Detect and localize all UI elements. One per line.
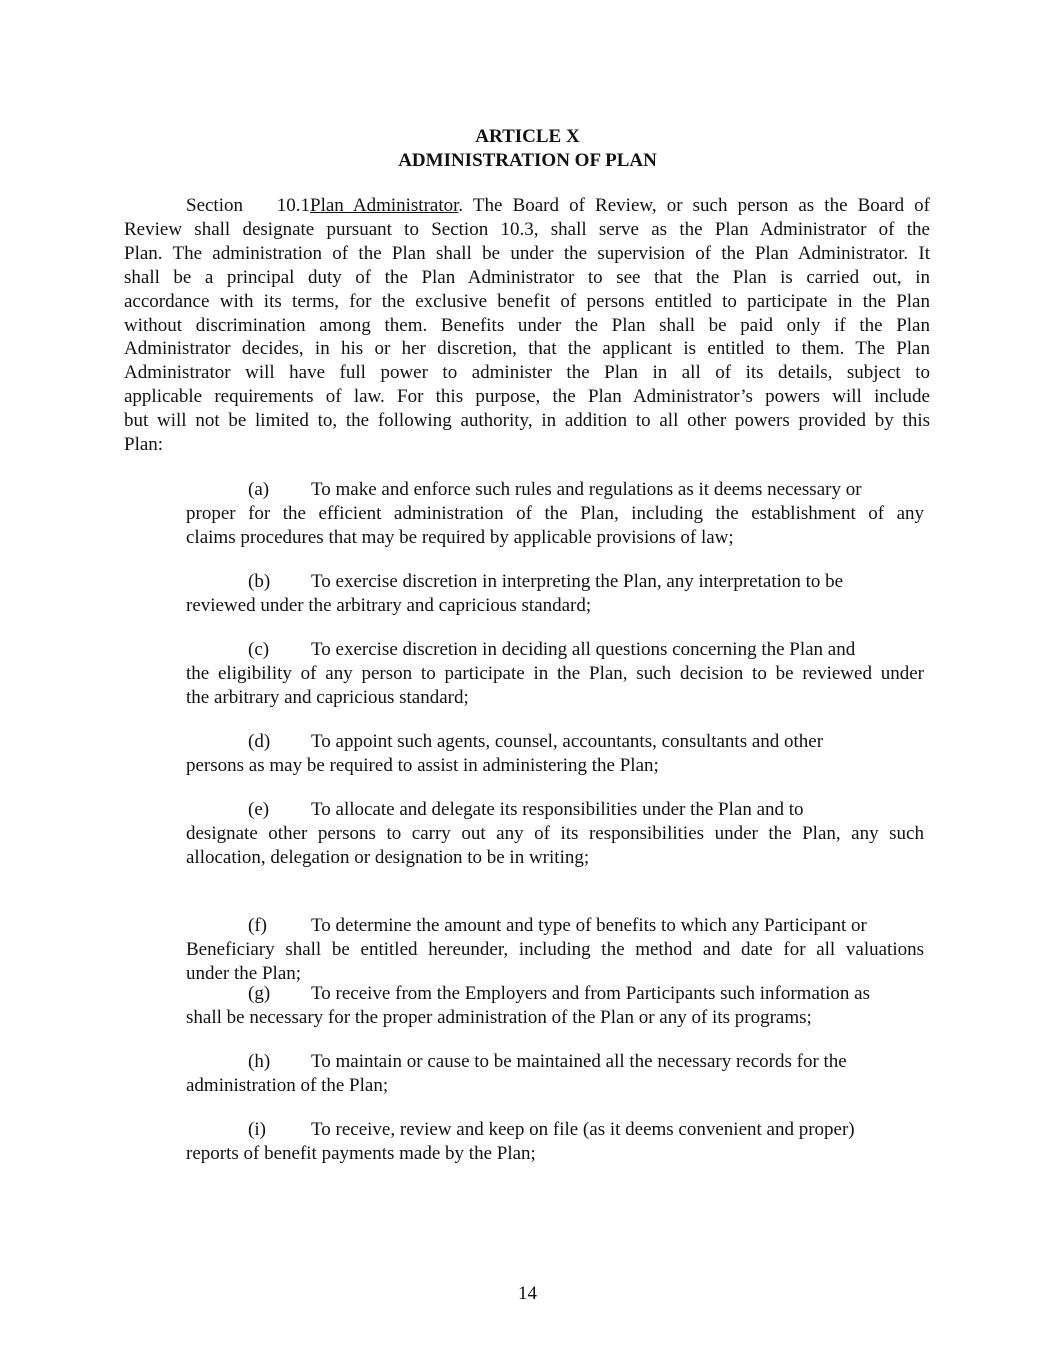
item-label: (g) <box>248 983 271 1004</box>
item-text: To exercise discretion in interpreting the Plan, any interpretation to be <box>311 571 844 592</box>
item-text: To determine the amount and type of benefits to which any Participant or <box>311 915 867 936</box>
item-first-line <box>186 570 924 594</box>
paragraph-text: . The Board of Review, or such person as the Board of <box>458 195 931 216</box>
authority-item <box>186 478 924 550</box>
item-line: shall be necessary for the proper administration of the Plan or any of its programs; <box>186 1006 812 1028</box>
item-text: To receive, review and keep on file (as it deems convenient and proper) <box>311 1119 855 1140</box>
item-first-line <box>186 478 924 502</box>
item-line: the arbitrary and capricious standard; <box>186 686 469 708</box>
item-label: (e) <box>248 799 270 820</box>
article-title: ARTICLE X <box>475 126 580 147</box>
item-text: To appoint such agents, counsel, accountants, consultants and other <box>311 731 824 752</box>
item-first-line <box>186 1050 924 1074</box>
authority-item <box>186 798 924 870</box>
paragraph-line: without discrimination among them. Benefits under the Plan shall be paid only if the Plan <box>124 314 930 336</box>
paragraph-line: Review shall designate pursuant to Section 10.3, shall serve as the Plan Administrator of the <box>124 218 930 240</box>
item-first-line <box>186 798 924 822</box>
paragraph-line <box>124 194 930 218</box>
item-line: the eligibility of any person to participate in the Plan, such decision to be reviewed under <box>186 662 924 684</box>
authority-item <box>186 638 924 710</box>
item-label: (c) <box>248 639 270 660</box>
authority-item <box>186 570 924 618</box>
item-line: reports of benefit payments made by the Plan; <box>186 1142 536 1164</box>
item-label: (i) <box>248 1119 266 1140</box>
item-label: (h) <box>248 1051 271 1072</box>
page-number: 14 <box>518 1283 537 1304</box>
item-line: allocation, delegation or designation to be in writing; <box>186 846 590 868</box>
item-text: To allocate and delegate its responsibilities under the Plan and to <box>311 799 804 820</box>
paragraph-line: Plan: <box>124 434 164 456</box>
item-first-line <box>186 730 924 754</box>
item-first-line <box>186 638 924 662</box>
item-line: reviewed under the arbitrary and capricious standard; <box>186 594 592 616</box>
paragraph-line: but will not be limited to, the following authority, in addition to all other powers provided by this <box>124 410 930 432</box>
item-line: claims procedures that may be required by applicable provisions of law; <box>186 526 734 548</box>
item-label: (b) <box>248 571 271 592</box>
item-text: To maintain or cause to be maintained all the necessary records for the <box>311 1051 847 1072</box>
authority-item <box>186 1050 924 1098</box>
authority-item <box>186 982 924 1030</box>
authority-item <box>186 730 924 778</box>
item-line: proper for the efficient administration of the Plan, including the establishment of any <box>186 502 924 524</box>
item-first-line <box>186 1118 924 1142</box>
item-text: To exercise discretion in deciding all questions concerning the Plan and <box>311 639 856 660</box>
item-line: persons as may be required to assist in administering the Plan; <box>186 754 659 776</box>
section-10-1-paragraph <box>124 194 930 457</box>
item-first-line <box>186 914 924 938</box>
item-label: (d) <box>248 731 271 752</box>
item-line: under the Plan; <box>186 962 302 984</box>
section-title: Plan Administrator <box>310 195 459 216</box>
paragraph-line: accordance with its terms, for the exclusive benefit of persons entitled to participate in the Plan <box>124 290 930 312</box>
paragraph-line: Plan. The administration of the Plan shall be under the supervision of the Plan Administrator. It <box>124 242 930 264</box>
paragraph-line: Administrator will have full power to administer the Plan in all of its details, subject to <box>124 362 930 384</box>
item-label: (a) <box>248 479 270 500</box>
section-number: Section 10.1 <box>186 195 310 216</box>
paragraph-line: shall be a principal duty of the Plan Administrator to see that the Plan is carried out, in <box>124 266 930 288</box>
item-text: To receive from the Employers and from Participants such information as <box>311 983 871 1004</box>
paragraph-line: Administrator decides, in his or her discretion, that the applicant is entitled to them. The Plan <box>124 338 930 360</box>
item-line: designate other persons to carry out any of its responsibilities under the Plan, any such <box>186 822 924 844</box>
authority-item <box>186 1118 924 1166</box>
paragraph-line: applicable requirements of law. For this purpose, the Plan Administrator’s powers will include <box>124 386 930 408</box>
item-text: To make and enforce such rules and regulations as it deems necessary or <box>311 479 862 500</box>
item-first-line <box>186 982 924 1006</box>
item-line: administration of the Plan; <box>186 1074 389 1096</box>
item-label: (f) <box>248 915 267 936</box>
article-subtitle: ADMINISTRATION OF PLAN <box>398 150 657 171</box>
item-line: Beneficiary shall be entitled hereunder, including the method and date for all valuations <box>186 938 924 960</box>
authority-item <box>186 914 924 986</box>
